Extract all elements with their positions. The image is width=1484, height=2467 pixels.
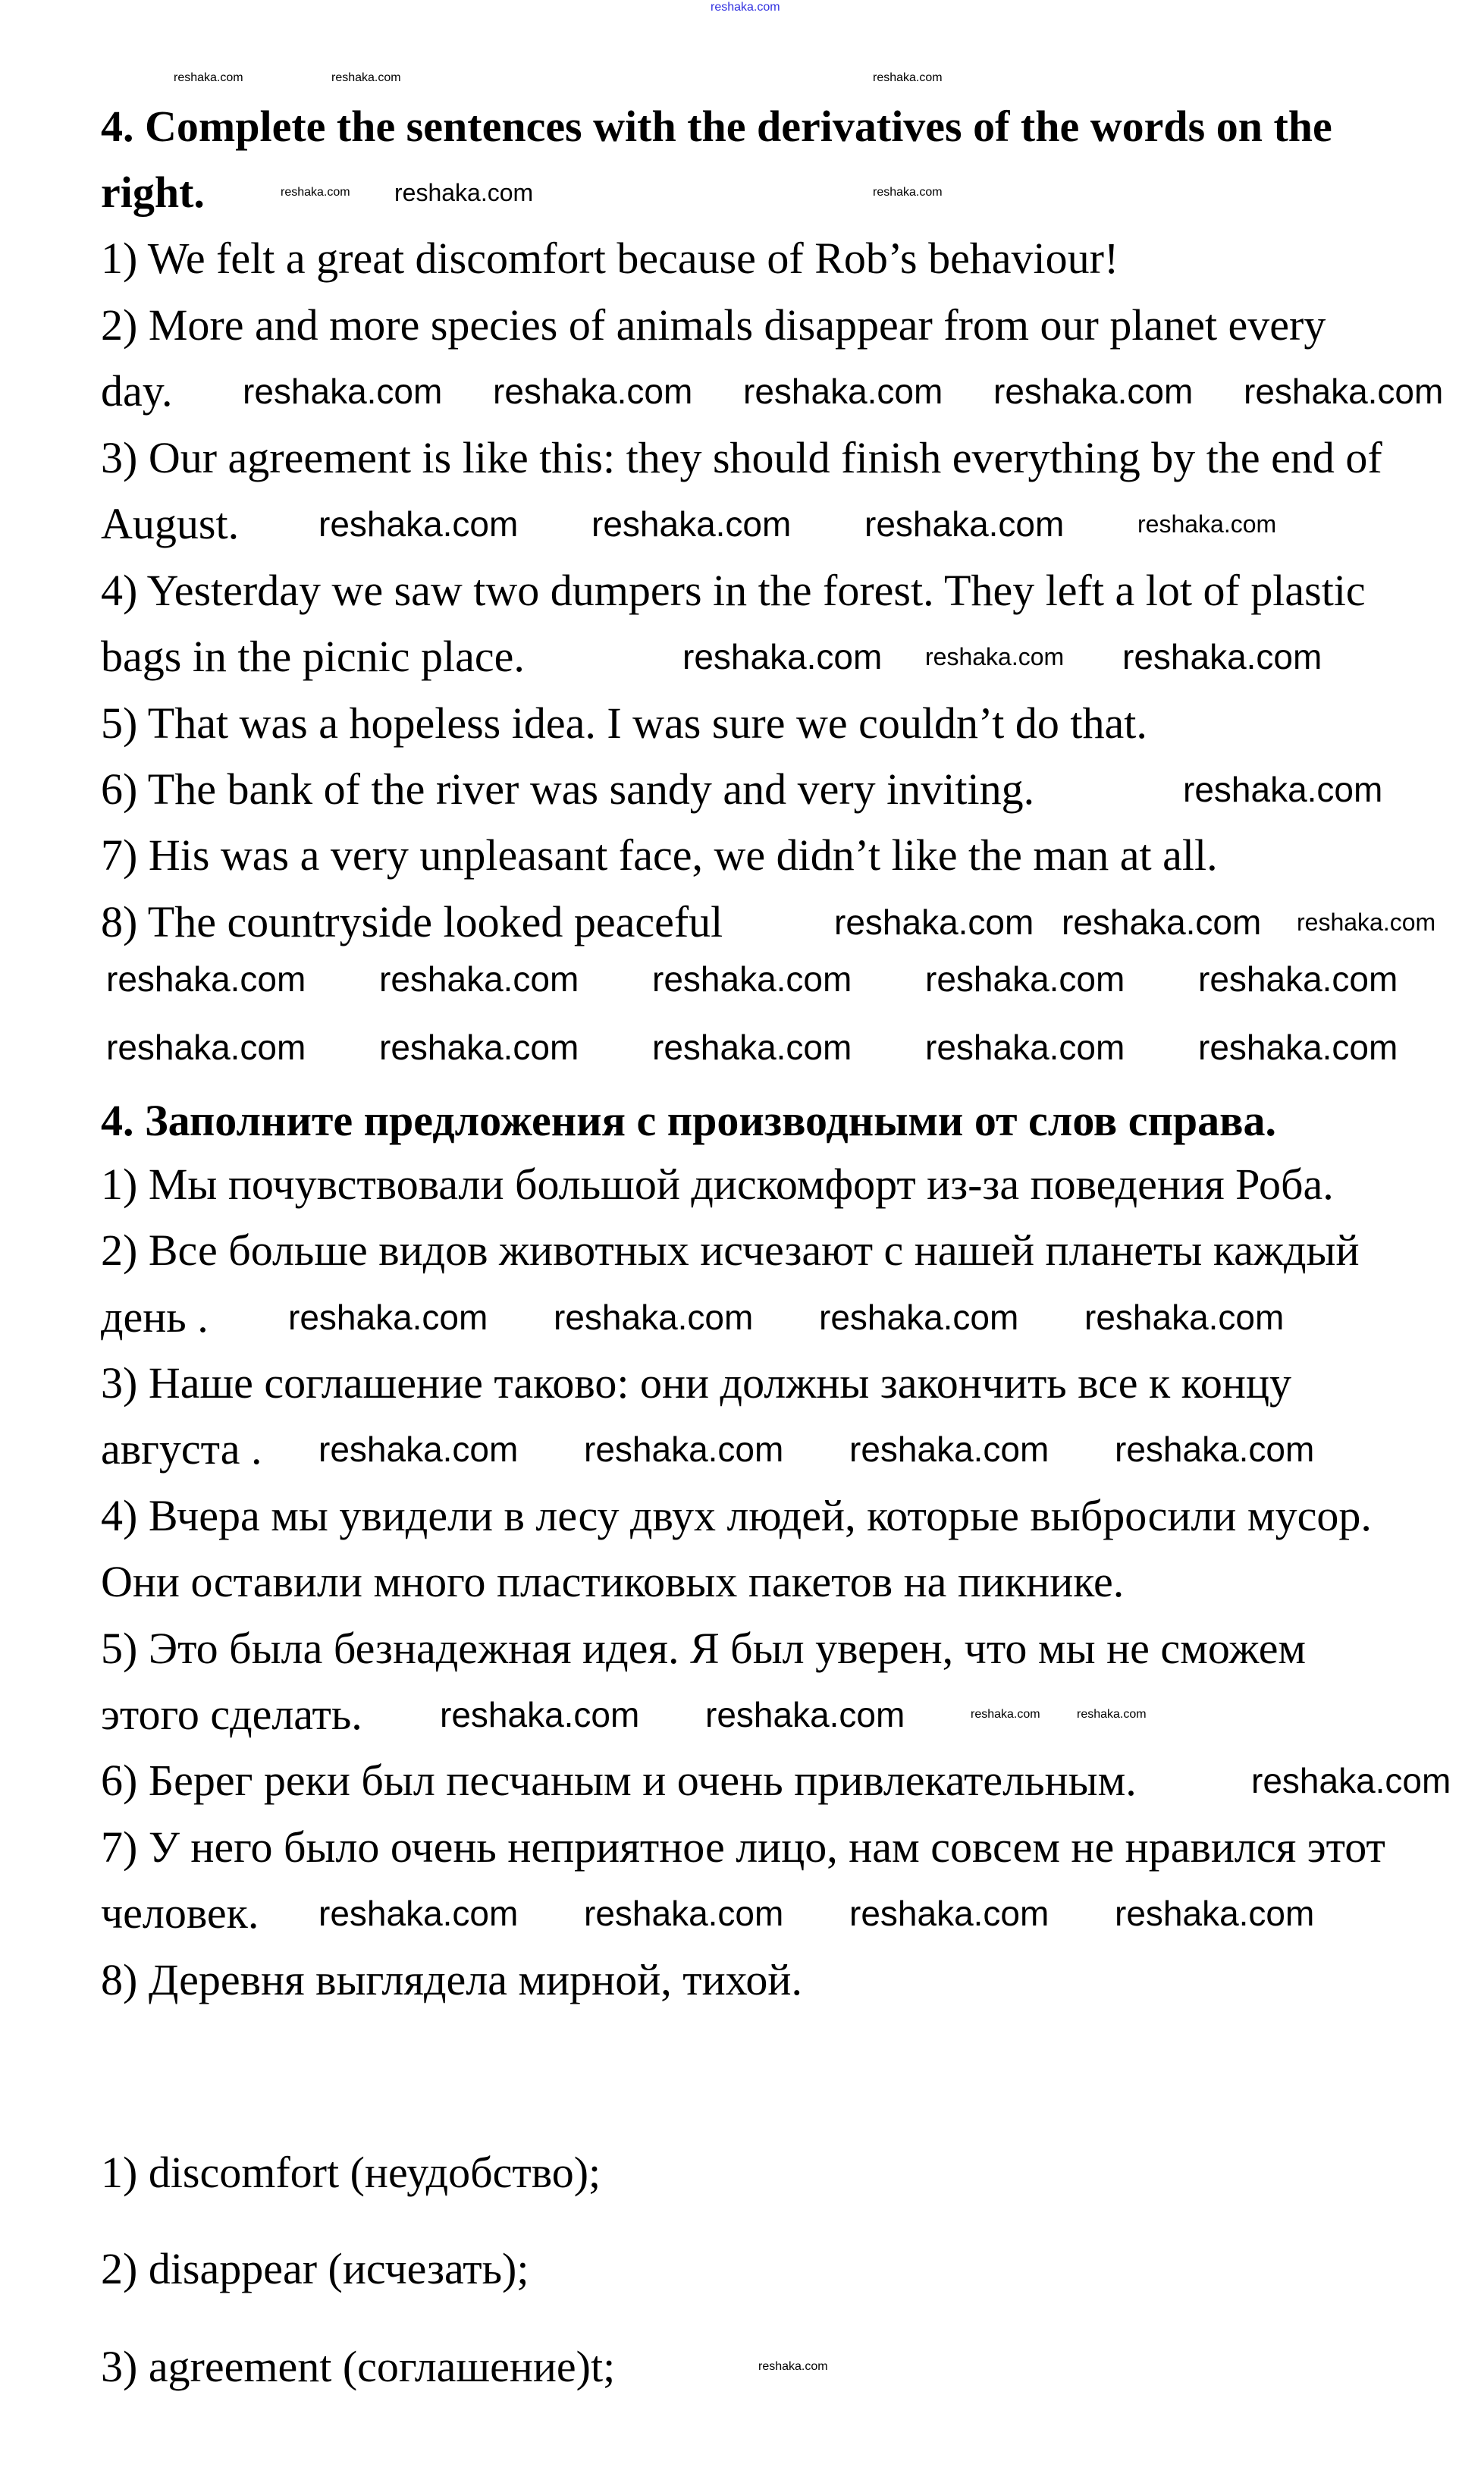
answer-item: 3) agreement (соглашение)t; xyxy=(101,2342,616,2391)
watermark: reshaka.com xyxy=(743,372,943,411)
watermark: reshaka.com xyxy=(819,1298,1019,1337)
watermark: reshaka.com xyxy=(873,186,943,199)
sentence-ru: 6) Берег реки был песчаным и очень привлекательным. xyxy=(101,1756,1137,1805)
sentence-ru: 1) Мы почувствовали большой дискомфорт из-за поведения Роба. xyxy=(101,1160,1334,1209)
watermark: reshaka.com xyxy=(1244,372,1444,411)
watermark: reshaka.com xyxy=(1062,902,1262,942)
watermark: reshaka.com xyxy=(554,1298,754,1337)
watermark: reshaka.com xyxy=(318,504,519,544)
sentence-ru: 5) Это была безнадежная идея. Я был уверен, что мы не сможем xyxy=(101,1624,1307,1673)
watermark: reshaka.com xyxy=(1183,770,1383,809)
watermark: reshaka.com xyxy=(379,959,579,999)
watermark: reshaka.com xyxy=(971,1708,1040,1721)
sentence-en: 2) More and more species of animals disappear from our planet every xyxy=(101,300,1326,350)
sentence-ru: 4) Вчера мы увидели в лесу двух людей, которые выбросили мусор. xyxy=(101,1491,1372,1540)
sentence-en: day. xyxy=(101,366,173,416)
watermark: reshaka.com xyxy=(1137,510,1277,538)
watermark: reshaka.com xyxy=(873,71,943,84)
watermark: reshaka.com xyxy=(440,1695,640,1734)
watermark: reshaka.com xyxy=(243,372,443,411)
watermark: reshaka.com xyxy=(1251,1761,1451,1800)
watermark: reshaka.com xyxy=(652,1028,852,1067)
watermark: reshaka.com xyxy=(705,1695,905,1734)
sentence-ru: день . xyxy=(101,1292,209,1342)
watermark: reshaka.com xyxy=(682,637,883,676)
sentence-en: 7) His was a very unpleasant face, we didn’t like the man at all. xyxy=(101,830,1218,880)
watermark: reshaka.com xyxy=(925,959,1125,999)
sentence-en: 4) Yesterday we saw two dumpers in the forest. They left a lot of plastic xyxy=(101,566,1366,615)
sentence-en: 3) Our agreement is like this: they should finish everything by the end of xyxy=(101,433,1382,482)
sentence-ru: человек. xyxy=(101,1888,259,1938)
watermark: reshaka.com xyxy=(106,959,306,999)
watermark: reshaka.com xyxy=(331,71,401,84)
watermark: reshaka.com xyxy=(1115,1430,1315,1469)
sentence-ru: августа . xyxy=(101,1424,262,1474)
sentence-en: 8) The countryside looked peaceful xyxy=(101,897,723,946)
watermark: reshaka.com xyxy=(1297,909,1436,936)
exercise-heading-en-cont: right. xyxy=(101,168,205,217)
watermark: reshaka.com xyxy=(849,1894,1049,1933)
exercise-heading-en: 4. Complete the sentences with the derivatives of the words on the xyxy=(101,102,1332,151)
watermark: reshaka.com xyxy=(925,643,1065,670)
watermark: reshaka.com xyxy=(379,1028,579,1067)
sentence-en: 1) We felt a great discomfort because of Rob’s behaviour! xyxy=(101,234,1119,283)
watermark: reshaka.com xyxy=(1198,1028,1398,1067)
watermark: reshaka.com xyxy=(1084,1298,1285,1337)
sentence-ru: Они оставили много пластиковых пакетов на пикнике. xyxy=(101,1557,1125,1606)
sentence-en: 5) That was a hopeless idea. I was sure we couldn’t do that. xyxy=(101,698,1147,748)
watermark: reshaka.com xyxy=(849,1430,1049,1469)
watermark: reshaka.com xyxy=(834,902,1034,942)
sentence-en: 6) The bank of the river was sandy and very inviting. xyxy=(101,764,1035,814)
sentence-en: August. xyxy=(101,499,240,548)
watermark: reshaka.com xyxy=(652,959,852,999)
watermark: reshaka.com xyxy=(493,372,693,411)
exercise-heading-ru: 4. Заполните предложения с производными от слов справа. xyxy=(101,1096,1276,1145)
sentence-ru: этого сделать. xyxy=(101,1690,362,1739)
watermark: reshaka.com xyxy=(281,186,350,199)
sentence-ru: 8) Деревня выглядела мирной, тихой. xyxy=(101,1955,802,2004)
watermark: reshaka.com xyxy=(1077,1708,1147,1721)
watermark: reshaka.com xyxy=(174,71,243,84)
sentence-en: bags in the picnic place. xyxy=(101,632,525,681)
watermark: reshaka.com xyxy=(1198,959,1398,999)
answer-item: 2) disappear (исчезать); xyxy=(101,2244,529,2293)
watermark: reshaka.com xyxy=(584,1894,784,1933)
watermark: reshaka.com xyxy=(106,1028,306,1067)
watermark: reshaka.com xyxy=(993,372,1194,411)
watermark: reshaka.com xyxy=(394,179,534,206)
watermark: reshaka.com xyxy=(758,2360,828,2373)
watermark: reshaka.com xyxy=(1115,1894,1315,1933)
watermark: reshaka.com xyxy=(318,1430,519,1469)
watermark: reshaka.com xyxy=(1122,637,1322,676)
watermark: reshaka.com xyxy=(584,1430,784,1469)
watermark: reshaka.com xyxy=(925,1028,1125,1067)
watermark: reshaka.com xyxy=(288,1298,488,1337)
sentence-ru: 7) У него было очень неприятное лицо, нам совсем не нравился этот xyxy=(101,1822,1385,1872)
watermark: reshaka.com xyxy=(591,504,792,544)
answer-item: 1) discomfort (неудобство); xyxy=(101,2148,601,2197)
watermark: reshaka.com xyxy=(318,1894,519,1933)
sentence-ru: 3) Наше соглашение таково: они должны закончить все к концу xyxy=(101,1358,1291,1408)
watermark: reshaka.com xyxy=(864,504,1065,544)
sentence-ru: 2) Все больше видов животных исчезают с нашей планеты каждый xyxy=(101,1226,1360,1275)
watermark: reshaka.com xyxy=(711,1,780,14)
